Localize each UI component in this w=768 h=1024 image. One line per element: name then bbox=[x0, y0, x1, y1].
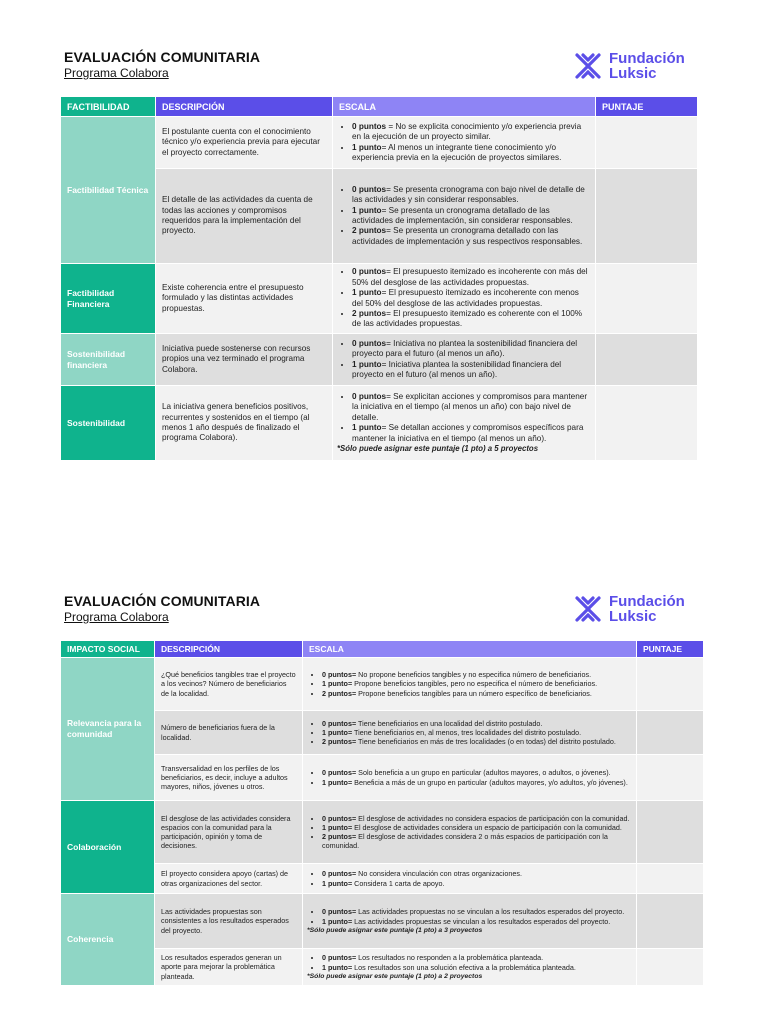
col-header-puntaje: PUNTAJE bbox=[596, 97, 698, 117]
table-row bbox=[61, 755, 704, 801]
score-cell[interactable] bbox=[637, 801, 704, 864]
row-scale bbox=[303, 894, 637, 949]
scale-item: • 0 puntos= Iniciativa no plantea la sostenibilidad financiera del proyecto para el futuro (al menos un año). bbox=[352, 339, 589, 360]
row-description: ¿Qué beneficios tangibles trae el proyecto a los vecinos? Número de beneficiarios de la localidad. bbox=[155, 658, 303, 711]
row-scale bbox=[303, 949, 637, 986]
row-description: Transversalidad en los perfiles de los beneficiarios, es decir, incluye a adultos mayores, niños, jóvenes u otros. bbox=[155, 755, 303, 801]
table-header-row bbox=[61, 641, 704, 658]
score-cell[interactable] bbox=[596, 264, 698, 334]
col-header-descripcion: DESCRIPCIÓN bbox=[156, 97, 333, 117]
row-description: El detalle de las actividades da cuenta de todas las acciones y compromisos requeridos para la implementación del proyecto. bbox=[156, 169, 333, 264]
scale-item: • 0 puntos= Los resultados no responden a la problemática planteada. bbox=[322, 953, 630, 962]
scale-item: • 0 puntos= El presupuesto itemizado es incoherente con más del 50% del desglose de las actividades propuestas. bbox=[352, 267, 589, 288]
table-row bbox=[61, 801, 704, 864]
category-factibilidad-financiera: Factibilidad Financiera bbox=[61, 264, 156, 334]
quota-note: *Sólo puede asignar este puntaje (1 pto) a 2 proyectos bbox=[307, 972, 483, 980]
impacto-social-table bbox=[60, 640, 704, 986]
table-row bbox=[61, 864, 704, 894]
row-description: Existe coherencia entre el presupuesto formulado y las distintas actividades propuestas. bbox=[156, 264, 333, 334]
scale-item: • 1 punto= El presupuesto itemizado es incoherente con menos del 50% del desglose de las actividades propuestas. bbox=[352, 288, 589, 309]
category-relevancia: Relevancia para la comunidad bbox=[61, 658, 155, 801]
scale-item: • 0 puntos= Tiene beneficiarios en una localidad del distrito postulado. bbox=[322, 719, 630, 728]
logo-line-2: Luksic bbox=[609, 608, 657, 625]
score-cell[interactable] bbox=[596, 117, 698, 169]
scale-item: • 2 puntos= El presupuesto itemizado es coherente con el 100% de las actividades propuestas. bbox=[352, 309, 589, 330]
row-scale bbox=[333, 169, 596, 264]
scale-item: • 2 puntos= Propone beneficios tangibles para un número específico de beneficiarios. bbox=[322, 689, 630, 698]
table-row bbox=[61, 949, 704, 986]
scale-item: • 0 puntos= Se presenta cronograma con bajo nivel de detalle de las actividades y sin considerar responsables. bbox=[352, 185, 589, 206]
score-cell[interactable] bbox=[637, 949, 704, 986]
col-header-descripcion: DESCRIPCIÓN bbox=[155, 641, 303, 658]
scale-item: • 1 punto= Al menos un integrante tiene conocimiento y/o experiencia previa en la ejecución de proyectos similares. bbox=[352, 143, 589, 164]
scale-item: • 1 punto= Tiene beneficiarios en, al menos, tres localidades del distrito postulado. bbox=[322, 728, 630, 737]
page-header bbox=[64, 49, 260, 80]
score-cell[interactable] bbox=[637, 658, 704, 711]
row-description: Iniciativa puede sostenerse con recursos propios una vez terminado el programa Colabora. bbox=[156, 334, 333, 386]
score-cell[interactable] bbox=[596, 334, 698, 386]
scale-item: • 1 punto= Considera 1 carta de apoyo. bbox=[322, 879, 630, 888]
scale-item: • 2 puntos= Se presenta un cronograma detallado con las actividades de implementación y sus respectivos responsables. bbox=[352, 226, 589, 247]
table-row bbox=[61, 658, 704, 711]
row-description: Los resultados esperados generan un aporte para mejorar la problemática planteada. bbox=[155, 949, 303, 986]
category-factibilidad-tecnica: Factibilidad Técnica bbox=[61, 117, 156, 264]
table-row bbox=[61, 117, 698, 169]
category-sostenibilidad-financiera: Sostenibilidad financiera bbox=[61, 334, 156, 386]
scale-item: • 2 puntos= Tiene beneficiarios en más de tres localidades (o en todas) del distrito postulado. bbox=[322, 737, 630, 746]
logo-line-2: Luksic bbox=[609, 65, 657, 82]
category-coherencia: Coherencia bbox=[61, 894, 155, 986]
document-title: EVALUACIÓN COMUNITARIA bbox=[64, 593, 261, 609]
fundacion-luksic-logo bbox=[573, 594, 685, 624]
table-row bbox=[61, 334, 698, 386]
scale-item: • 0 puntos= Las actividades propuestas no se vinculan a los resultados esperados del proyecto. bbox=[322, 907, 630, 916]
row-scale bbox=[333, 386, 596, 461]
logo-line-1: Fundación bbox=[609, 593, 685, 610]
document-subtitle: Programa Colabora bbox=[64, 610, 169, 624]
page-2 bbox=[0, 545, 768, 1024]
page-1 bbox=[0, 0, 768, 500]
scale-item: • 0 puntos= Solo beneficia a un grupo en particular (adultos mayores, o adultos, o jóvenes). bbox=[322, 768, 630, 777]
fundacion-luksic-logo bbox=[573, 51, 685, 81]
quota-note: *Sólo puede asignar este puntaje (1 pto) a 3 proyectos bbox=[307, 926, 483, 934]
scale-item: • 1 punto= Los resultados son una solución efectiva a la problemática planteada. bbox=[322, 963, 630, 972]
fundacion-luksic-mark-icon bbox=[573, 51, 603, 81]
row-scale bbox=[303, 801, 637, 864]
row-description: Número de beneficiarios fuera de la localidad. bbox=[155, 711, 303, 755]
row-description: El proyecto considera apoyo (cartas) de otras organizaciones del sector. bbox=[155, 864, 303, 894]
scale-item: • 1 punto= Se detallan acciones y compromisos específicos para mantener la iniciativa en el tiempo (al menos un año). bbox=[352, 423, 589, 444]
row-scale bbox=[303, 755, 637, 801]
table-row bbox=[61, 264, 698, 334]
score-cell[interactable] bbox=[637, 864, 704, 894]
col-header-factibilidad: FACTIBILIDAD bbox=[61, 97, 156, 117]
document-subtitle: Programa Colabora bbox=[64, 66, 169, 80]
score-cell[interactable] bbox=[596, 386, 698, 461]
row-scale bbox=[333, 264, 596, 334]
category-sostenibilidad: Sostenibilidad bbox=[61, 386, 156, 461]
scale-item: • 1 punto= Se presenta un cronograma detallado de las actividades de implementación, sin considerar responsables. bbox=[352, 206, 589, 227]
table-header-row bbox=[61, 97, 698, 117]
row-description: Las actividades propuestas son consistentes a los resultados esperados del proyecto. bbox=[155, 894, 303, 949]
scale-item: • 0 puntos = No se explicita conocimiento y/o experiencia previa en la ejecución de un proyecto similar. bbox=[352, 122, 589, 143]
scale-item: • 1 punto= Las actividades propuestas se vinculan a los resultados esperados del proyecto. bbox=[322, 917, 630, 926]
row-description: El desglose de las actividades considera espacios con la comunidad para la participación, opinión y toma de decisiones. bbox=[155, 801, 303, 864]
scale-item: • 2 puntos= El desglose de actividades considera 2 o más espacios de participación con la comunidad. bbox=[322, 832, 630, 850]
table-row bbox=[61, 711, 704, 755]
scale-item: • 1 punto= Beneficia a más de un grupo en particular (adultos mayores, y/o adultos, y/o jóvenes). bbox=[322, 778, 630, 787]
col-header-puntaje: PUNTAJE bbox=[637, 641, 704, 658]
row-scale bbox=[303, 864, 637, 894]
scale-item: • 1 punto= Propone beneficios tangibles, pero no especifica el número de beneficiarios. bbox=[322, 679, 630, 688]
quota-note: *Sólo puede asignar este puntaje (1 pto) a 5 proyectos bbox=[337, 444, 539, 454]
row-description: El postulante cuenta con el conocimiento técnico y/o experiencia previa para ejecutar el proyecto correctamente. bbox=[156, 117, 333, 169]
logo-line-1: Fundación bbox=[609, 50, 685, 67]
row-description: La iniciativa genera beneficios positivos, recurrentes y sostenidos en el tiempo (al menos 1 año después de finalizado el programa Colabora). bbox=[156, 386, 333, 461]
col-header-escala: ESCALA bbox=[333, 97, 596, 117]
score-cell[interactable] bbox=[637, 755, 704, 801]
scale-item: • 0 puntos= El desglose de actividades no considera espacios de participación con la comunidad. bbox=[322, 814, 630, 823]
score-cell[interactable] bbox=[596, 169, 698, 264]
category-colaboracion: Colaboración bbox=[61, 801, 155, 894]
col-header-escala: ESCALA bbox=[303, 641, 637, 658]
scale-item: • 1 punto= Iniciativa plantea la sostenibilidad financiera del proyecto en el futuro (al menos un año). bbox=[352, 360, 589, 381]
scale-item: • 1 punto= El desglose de actividades considera un espacio de participación con la comunidad. bbox=[322, 823, 630, 832]
factibilidad-table bbox=[60, 96, 698, 461]
row-scale bbox=[333, 117, 596, 169]
scale-item: • 0 puntos= Se explicitan acciones y compromisos para mantener la iniciativa en el tiempo (al menos un año) con bajo nivel de detalle. bbox=[352, 392, 589, 423]
fundacion-luksic-mark-icon bbox=[573, 594, 603, 624]
row-scale bbox=[333, 334, 596, 386]
row-scale bbox=[303, 711, 637, 755]
scale-item: • 0 puntos= No considera vinculación con otras organizaciones. bbox=[322, 869, 630, 878]
table-row bbox=[61, 386, 698, 461]
table-row bbox=[61, 894, 704, 949]
table-row bbox=[61, 169, 698, 264]
score-cell[interactable] bbox=[637, 711, 704, 755]
page-header bbox=[64, 593, 260, 624]
col-header-impacto-social: IMPACTO SOCIAL bbox=[61, 641, 155, 658]
row-scale bbox=[303, 658, 637, 711]
scale-item: • 0 puntos= No propone beneficios tangibles y no especifica número de beneficiarios. bbox=[322, 670, 630, 679]
document-title: EVALUACIÓN COMUNITARIA bbox=[64, 49, 261, 65]
score-cell[interactable] bbox=[637, 894, 704, 949]
